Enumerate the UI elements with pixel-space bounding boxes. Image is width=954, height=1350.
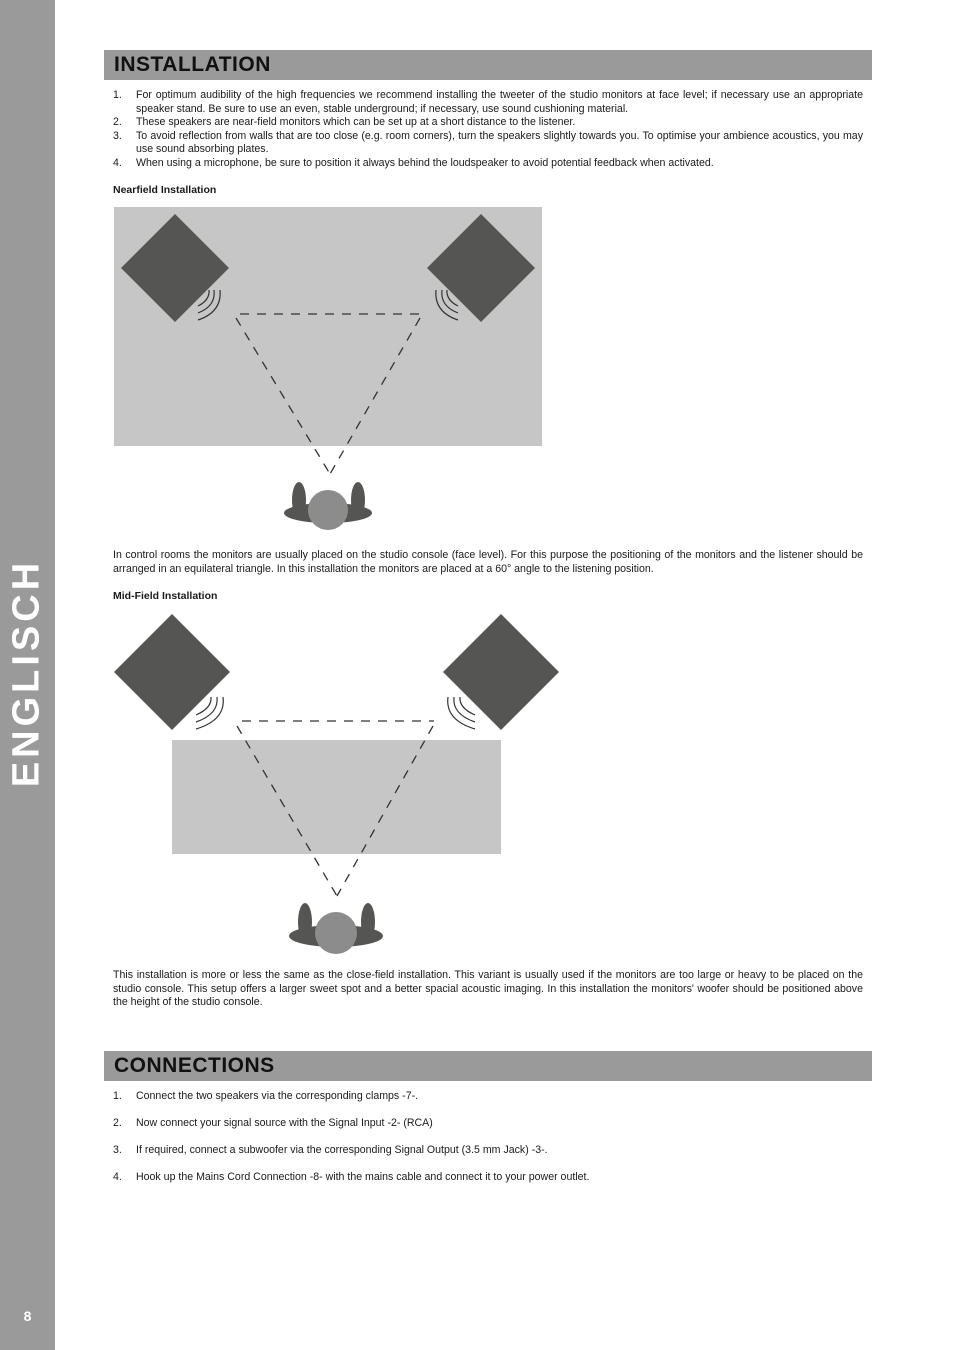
nearfield-subheading: Nearfield Installation: [113, 184, 217, 196]
midfield-diagram: [104, 608, 574, 960]
installation-section-header: [104, 50, 872, 80]
connections-section-header: [104, 1051, 872, 1081]
installation-heading: INSTALLATION: [114, 53, 271, 76]
right-speaker: [443, 614, 559, 730]
list-item-number: 3.: [113, 129, 122, 142]
list-item-number: 4.: [113, 156, 122, 169]
list-item-text: Now connect your signal source with the Signal Input -2- (RCA): [136, 1117, 433, 1129]
list-item-number: 2.: [113, 1117, 122, 1129]
page-number: 8: [23, 1308, 32, 1324]
sidebar-language-label: ENGLISCH: [5, 558, 48, 788]
connections-list: [113, 1090, 863, 1198]
list-item: [113, 1117, 863, 1131]
list-item-number: 1.: [113, 89, 122, 101]
installation-list: [113, 89, 863, 170]
list-item: [113, 1090, 863, 1104]
list-item: [113, 1144, 863, 1158]
listener-head: [284, 482, 372, 530]
right-speaker-sound-waves: [448, 697, 475, 729]
list-item-number: 4.: [113, 1171, 122, 1183]
list-item: [113, 1171, 863, 1185]
list-item-text: If required, connect a subwoofer via the corresponding Signal Output (3.5 mm Jack) -3-.: [136, 1144, 548, 1156]
connections-heading: CONNECTIONS: [114, 1054, 275, 1077]
list-item-number: 1.: [113, 1090, 122, 1102]
nearfield-description: In control rooms the monitors are usually placed on the studio console (face level). For this purpose the positioning of the monitors and the listener should be arranged in an equilateral triangle. In this installation the monitors are placed at a 60° angle to the listening position.: [113, 549, 863, 575]
list-item-text: To avoid reflection from walls that are too close (e.g. room corners), turn the speakers slightly towards you. To optimise your ambience acoustics, you may use sound absorbing plates.: [136, 129, 863, 155]
sidebar: [0, 0, 55, 1350]
list-item-text: Connect the two speakers via the corresponding clamps -7-.: [136, 1090, 419, 1102]
list-item-text: For optimum audibility of the high frequencies we recommend installing the tweeter of the studio monitors at face level; if necessary use an appropriate speaker stand. Be sure to use an even, stable underground; if necessary, use sound cushioning material.: [136, 89, 863, 115]
list-item: [113, 89, 863, 116]
midfield-subheading: Mid-Field Installation: [113, 590, 218, 602]
list-item-number: 3.: [113, 1144, 122, 1156]
list-item-text: These speakers are near-field monitors which can be set up at a short distance to the listener.: [136, 116, 576, 128]
studio-console: [172, 740, 501, 854]
list-item-text: When using a microphone, be sure to position it always behind the loudspeaker to avoid potential feedback when activated.: [136, 156, 714, 169]
list-item: [113, 116, 863, 130]
list-item-text: Hook up the Mains Cord Connection -8- with the mains cable and connect it to your power outlet.: [136, 1171, 590, 1183]
list-item: [113, 157, 863, 171]
listener-head: [289, 903, 383, 954]
nearfield-diagram: [104, 200, 574, 535]
midfield-description: This installation is more or less the same as the close-field installation. This variant is usually used if the monitors are too large or heavy to be placed on the studio console. This setup offers a larger sweet spot and a better spacial acoustic imaging. In this installation the monitors' woofer should be positioned above the height of the studio console.: [113, 969, 863, 1008]
list-item: [113, 130, 863, 157]
list-item-number: 2.: [113, 116, 122, 128]
